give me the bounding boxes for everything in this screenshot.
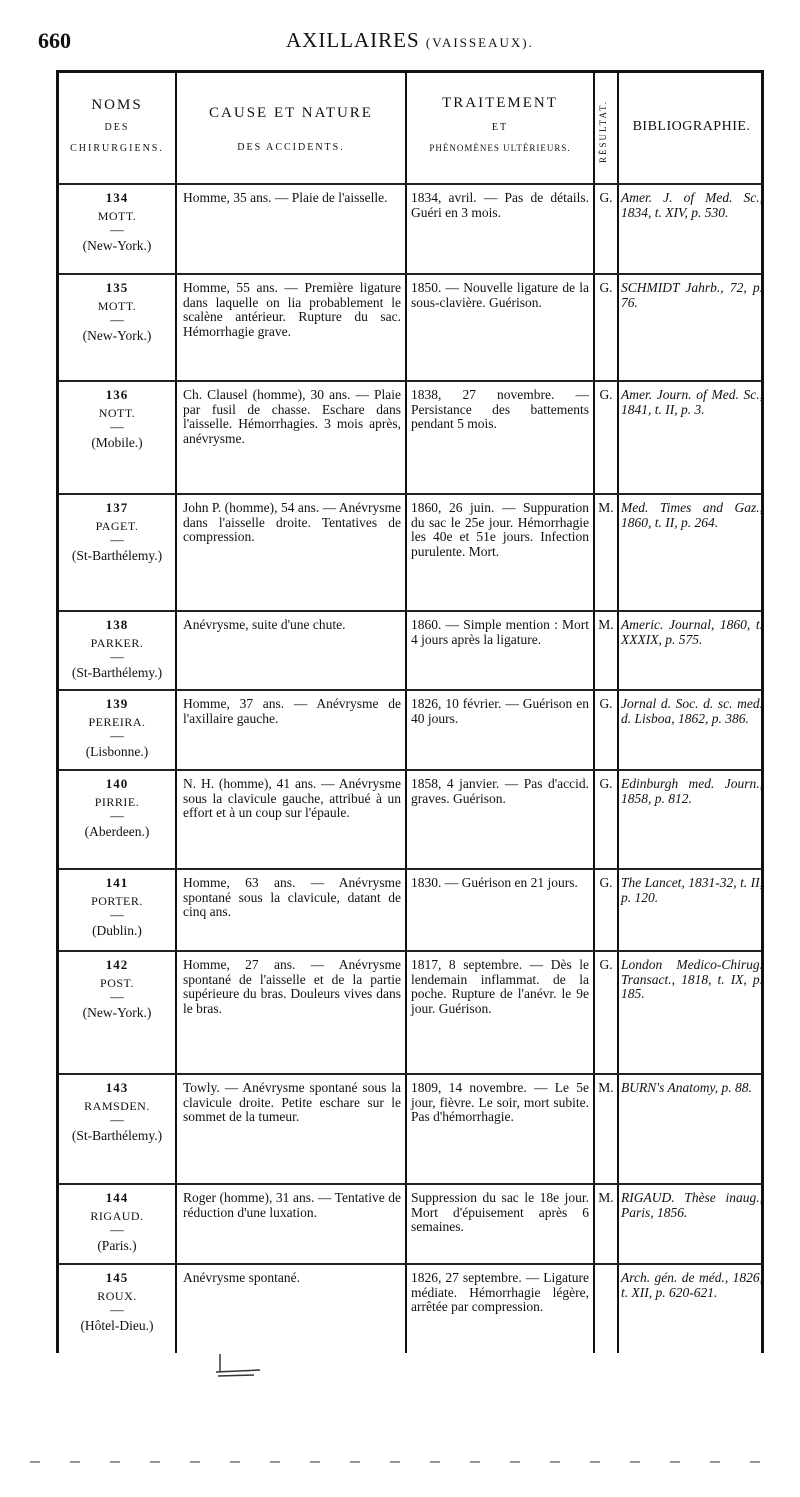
- treatment-text: 1858, 4 janvier. — Pas d'accid. graves. Guérison.: [411, 776, 589, 806]
- surgeon-place: (Aberdeen.): [84, 824, 150, 839]
- case-number: 140: [105, 776, 129, 791]
- header-result: [595, 73, 617, 185]
- surgeon-place: (Paris.): [97, 1238, 137, 1253]
- treatment-cell: [411, 958, 589, 1069]
- separator-dash: —: [110, 1222, 124, 1237]
- bibliography-cell: [621, 388, 763, 489]
- running-title-main: AXILLAIRES: [286, 28, 420, 52]
- treatment-text: 1809, 14 novembre. — Le 5e jour, fièvre. Le soir, mort subite. Pas d'hémorrhagie.: [411, 1080, 589, 1124]
- treatment-cell: [411, 501, 589, 606]
- bibliography-cell: [621, 281, 763, 376]
- case-number: 137: [105, 500, 129, 515]
- surgeon-name: RIGAUD.: [90, 1208, 144, 1223]
- cause-text: Homme, 63 ans. — Anévrysme spontané sous la clavicule, datant de cinq ans.: [183, 875, 401, 919]
- separator-dash: —: [110, 989, 124, 1004]
- result-text: G.: [599, 776, 613, 791]
- header-surgeons-line1: NOMS: [91, 97, 143, 113]
- surgeon-place: (New-York.): [82, 238, 152, 253]
- bibliography-cell: [621, 1081, 763, 1179]
- treatment-cell: [411, 876, 589, 946]
- cause-cell: [183, 388, 401, 489]
- ink-mark: [214, 1350, 264, 1378]
- row-separator: [59, 689, 761, 691]
- bibliography-cell: [621, 618, 763, 685]
- result-text: G.: [599, 387, 613, 402]
- result-text: G.: [599, 875, 613, 890]
- result-text: G.: [599, 957, 613, 972]
- separator-dash: —: [110, 312, 124, 327]
- treatment-cell: [411, 1271, 589, 1354]
- result-cell: [595, 697, 617, 765]
- cause-text: Anévrysme, suite d'une chute.: [183, 617, 346, 632]
- running-title-sub: (VAISSEAUX).: [425, 35, 534, 50]
- bibliography-text: Med. Times and Gaz., 1860, t. II, p. 264.: [621, 500, 763, 530]
- bibliography-text: SCHMIDT Jahrb., 72, p. 76.: [621, 280, 763, 310]
- separator-dash: —: [110, 907, 124, 922]
- cause-cell: [183, 1081, 401, 1179]
- row-separator: [59, 1073, 761, 1075]
- bibliography-cell: [621, 777, 763, 864]
- surgeon-place: (Mobile.): [91, 435, 143, 450]
- surgeon-name: ROUX.: [97, 1288, 137, 1303]
- surgeon-cell: [59, 501, 175, 606]
- cause-text: N. H. (homme), 41 ans. — Anévrysme sous la clavicule gauche, attribué à un effort et à un coup sur l'épaule.: [183, 776, 401, 820]
- treatment-text: 1826, 10 février. — Guérison en 40 jours.: [411, 696, 589, 726]
- bibliography-text: Amer. Journ. of Med. Sc., 1841, t. II, p. 3.: [621, 387, 763, 417]
- header-surgeons-line2: DES: [104, 122, 130, 133]
- cause-cell: [183, 1191, 401, 1259]
- separator-dash: —: [110, 808, 124, 823]
- case-number: 142: [105, 957, 129, 972]
- bibliography-cell: [621, 1271, 763, 1354]
- cause-cell: [183, 191, 401, 269]
- treatment-cell: [411, 1191, 589, 1259]
- surgeon-place: (St-Barthélemy.): [71, 1128, 163, 1143]
- result-cell: [595, 191, 617, 269]
- surgeon-name: MOTT.: [97, 208, 137, 223]
- result-cell: [595, 388, 617, 489]
- surgeon-name: PIRRIE.: [94, 794, 140, 809]
- separator-dash: —: [110, 728, 124, 743]
- treatment-text: 1860, 26 juin. — Suppuration du sac le 25e jour. Hémorrhagie les 40e et 51e jours. Infection purulente. Mort.: [411, 500, 589, 559]
- row-separator: [59, 1263, 761, 1265]
- result-cell: [595, 1191, 617, 1259]
- surgeon-place: (St-Barthélemy.): [71, 665, 163, 680]
- header-bibliography: [619, 73, 764, 185]
- cause-cell: [183, 1271, 401, 1354]
- result-text: M.: [598, 1080, 614, 1095]
- row-separator: [59, 380, 761, 382]
- bibliography-text: Americ. Journal, 1860, t. XXXIX, p. 575.: [621, 617, 763, 647]
- header-surgeons: [59, 73, 175, 185]
- bibliography-text: BURN's Anatomy, p. 88.: [621, 1080, 752, 1095]
- cause-cell: [183, 876, 401, 946]
- bibliography-cell: [621, 876, 763, 946]
- row-separator: [59, 273, 761, 275]
- result-text: M.: [598, 1190, 614, 1205]
- case-number: 143: [105, 1080, 129, 1095]
- row-separator: [59, 1183, 761, 1185]
- bibliography-cell: [621, 697, 763, 765]
- row-separator: [59, 769, 761, 771]
- treatment-text: 1838, 27 novembre. — Persistance des battements pendant 5 mois.: [411, 387, 589, 431]
- result-text: G.: [599, 280, 613, 295]
- cause-text: Homme, 35 ans. — Plaie de l'aisselle.: [183, 190, 388, 205]
- column-divider: [617, 73, 619, 1353]
- footer-rule: [30, 1460, 770, 1464]
- surgeon-name: RAMSDEN.: [84, 1098, 150, 1113]
- cause-text: John P. (homme), 54 ans. — Anévrysme dans l'aisselle droite. Tentatives de compression.: [183, 500, 401, 544]
- treatment-text: 1817, 8 septembre. — Dès le lendemain inflammat. de la poche. Rupture de l'anévr. le 9e jour. Guérison.: [411, 957, 589, 1016]
- cause-text: Homme, 27 ans. — Anévrysme spontané de l'aisselle et de la partie supérieure du bras. Douleurs vives dans le bras.: [183, 957, 401, 1016]
- case-number: 139: [105, 696, 129, 711]
- bibliography-cell: [621, 191, 763, 269]
- treatment-cell: [411, 1081, 589, 1179]
- surgeon-name: POST.: [100, 975, 134, 990]
- separator-dash: —: [110, 222, 124, 237]
- result-cell: [595, 777, 617, 864]
- cause-text: Roger (homme), 31 ans. — Tentative de réduction d'une luxation.: [183, 1190, 401, 1220]
- separator-dash: —: [110, 1302, 124, 1317]
- row-separator: [59, 610, 761, 612]
- treatment-text: 1830. — Guérison en 21 jours.: [411, 875, 578, 890]
- treatment-cell: [411, 191, 589, 269]
- bibliography-cell: [621, 958, 763, 1069]
- surgeon-name: MOTT.: [97, 298, 137, 313]
- column-divider: [175, 73, 177, 1353]
- surgeon-cell: [59, 281, 175, 376]
- surgeon-cell: [59, 388, 175, 489]
- result-cell: [595, 1271, 617, 1354]
- result-text: G.: [599, 696, 613, 711]
- case-number: 136: [105, 387, 129, 402]
- page-header: [38, 28, 762, 58]
- header-cause: [177, 73, 405, 185]
- surgeon-cell: [59, 618, 175, 685]
- surgeon-place: (New-York.): [82, 1005, 152, 1020]
- separator-dash: —: [110, 649, 124, 664]
- header-cause-line1: CAUSE ET NATURE: [209, 105, 373, 121]
- treatment-cell: [411, 777, 589, 864]
- bibliography-text: Arch. gén. de méd., 1826, t. XII, p. 620-621.: [621, 1270, 763, 1300]
- bibliography-text: The Lancet, 1831-32, t. II, p. 120.: [621, 875, 763, 905]
- header-treatment-line2: ET: [491, 122, 509, 133]
- separator-dash: —: [110, 532, 124, 547]
- surgeon-cell: [59, 876, 175, 946]
- cause-text: Homme, 55 ans. — Première ligature dans laquelle on lia probablement le scalène antérieur. Rupture du sac. Hémorrhagie grave.: [183, 280, 401, 339]
- treatment-cell: [411, 388, 589, 489]
- row-separator: [59, 183, 761, 185]
- header-surgeons-line3: CHIRURGIENS.: [70, 143, 164, 154]
- surgeon-cell: [59, 697, 175, 765]
- result-cell: [595, 876, 617, 946]
- bibliography-text: RIGAUD. Thèse inaug., Paris, 1856.: [621, 1190, 763, 1220]
- page-number: 660: [38, 28, 71, 53]
- case-number: 138: [105, 617, 129, 632]
- bibliography-cell: [621, 501, 763, 606]
- surgeon-name: PEREIRA.: [88, 714, 146, 729]
- treatment-text: 1834, avril. — Pas de détails. Guéri en 3 mois.: [411, 190, 589, 220]
- surgeon-place: (Lisbonne.): [85, 744, 149, 759]
- result-cell: [595, 281, 617, 376]
- header-cause-line2: DES ACCIDENTS.: [237, 142, 345, 153]
- bibliography-text: Edinburgh med. Journ., 1858, p. 812.: [621, 776, 763, 806]
- surgeon-cell: [59, 1191, 175, 1259]
- surgeon-place: (Hôtel-Dieu.): [80, 1318, 154, 1333]
- cause-text: Ch. Clausel (homme), 30 ans. — Plaie par fusil de chasse. Eschare dans l'aisselle. Hémorrhagies. 3 mois après, anévrysme.: [183, 387, 401, 446]
- treatment-text: 1826, 27 septembre. — Ligature médiate. Hémorrhagie légère, arrêtée par compression.: [411, 1270, 589, 1314]
- result-cell: [595, 501, 617, 606]
- header-treatment: [407, 73, 593, 185]
- cause-cell: [183, 618, 401, 685]
- case-number: 145: [105, 1270, 129, 1285]
- cause-cell: [183, 697, 401, 765]
- case-number: 141: [105, 875, 129, 890]
- surgeon-cell: [59, 1271, 175, 1354]
- row-separator: [59, 868, 761, 870]
- bibliography-text: Amer. J. of Med. Sc., 1834, t. XIV, p. 530.: [621, 190, 763, 220]
- cause-text: Homme, 37 ans. — Anévrysme de l'axillaire gauche.: [183, 696, 401, 726]
- treatment-text: 1850. — Nouvelle ligature de la sous-clavière. Guérison.: [411, 280, 589, 310]
- surgeon-name: NOTT.: [98, 405, 136, 420]
- result-text: G.: [599, 190, 613, 205]
- cause-cell: [183, 958, 401, 1069]
- bibliography-text: Jornal d. Soc. d. sc. med. d. Lisboa, 1862, p. 386.: [621, 696, 763, 726]
- surgeon-place: (Dublin.): [92, 923, 142, 938]
- header-treatment-line1: TRAITEMENT: [442, 95, 558, 111]
- surgeon-place: (New-York.): [82, 328, 152, 343]
- header-bibliography-label: BIBLIOGRAPHIE.: [632, 119, 751, 134]
- surgeon-cell: [59, 958, 175, 1069]
- result-text: M.: [598, 617, 614, 632]
- treatment-cell: [411, 281, 589, 376]
- bibliography-text: London Medico-Chirug. Transact., 1818, t. IX, p. 185.: [621, 957, 763, 1001]
- cause-cell: [183, 777, 401, 864]
- column-divider: [405, 73, 407, 1353]
- header-result-label: RÉSULTAT.: [598, 99, 608, 163]
- cause-text: Anévrysme spontané.: [183, 1270, 300, 1285]
- cause-text: Towly. — Anévrysme spontané sous la clavicule droite. Petite eschare sur le sommet de la tumeur.: [183, 1080, 401, 1124]
- treatment-cell: [411, 697, 589, 765]
- surgeon-name: PARKER.: [90, 635, 144, 650]
- result-cell: [595, 618, 617, 685]
- surgeon-cell: [59, 1081, 175, 1179]
- separator-dash: —: [110, 419, 124, 434]
- surgical-cases-table: [56, 70, 764, 1353]
- row-separator: [59, 950, 761, 952]
- bibliography-cell: [621, 1191, 763, 1259]
- surgeon-cell: [59, 777, 175, 864]
- surgeon-place: (St-Barthélemy.): [71, 548, 163, 563]
- running-title: [286, 28, 534, 53]
- surgeon-name: PAGET.: [95, 518, 139, 533]
- case-number: 144: [105, 1190, 129, 1205]
- result-cell: [595, 958, 617, 1069]
- surgeon-name: PORTER.: [91, 893, 143, 908]
- case-number: 134: [105, 190, 129, 205]
- surgeon-cell: [59, 191, 175, 269]
- row-separator: [59, 493, 761, 495]
- header-treatment-line3: PHÉNOMÈNES ULTÉRIEURS.: [429, 143, 571, 153]
- separator-dash: —: [110, 1112, 124, 1127]
- result-text: M.: [598, 500, 614, 515]
- treatment-text: Suppression du sac le 18e jour. Mort d'épuisement après 6 semaines.: [411, 1190, 589, 1234]
- treatment-text: 1860. — Simple mention : Mort 4 jours après la ligature.: [411, 617, 589, 647]
- treatment-cell: [411, 618, 589, 685]
- case-number: 135: [105, 280, 129, 295]
- result-cell: [595, 1081, 617, 1179]
- cause-cell: [183, 281, 401, 376]
- cause-cell: [183, 501, 401, 606]
